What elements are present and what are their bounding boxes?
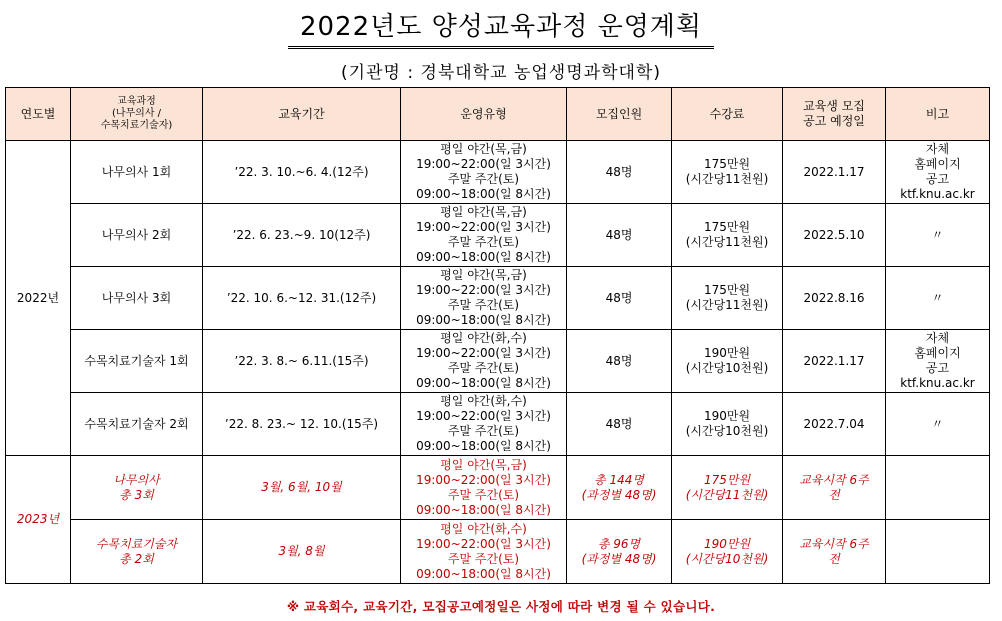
notice-line: 교육시작 6주 xyxy=(799,472,869,487)
type-line: 평일 야간(목,금) xyxy=(440,268,527,282)
count-cell: 48명 xyxy=(567,330,672,393)
fee-line: (시간당11천원) xyxy=(685,298,769,312)
notice-cell: 2022.8.16 xyxy=(783,267,886,330)
count-cell: 48명 xyxy=(567,204,672,267)
fee-line: (시간당11천원) xyxy=(685,172,769,186)
schedule-table xyxy=(5,87,990,584)
count-line: 총 96명 xyxy=(597,536,641,551)
count-cell xyxy=(567,456,672,520)
type-line: 19:00~22:00(일 3시간) xyxy=(416,283,551,297)
header-fee: 수강료 xyxy=(672,88,783,141)
period-cell: ’22. 10. 6.~12. 31.(12주) xyxy=(203,267,401,330)
table-row xyxy=(6,520,990,584)
count-line: (과정별 48명) xyxy=(581,551,657,566)
remark-cell xyxy=(886,393,990,456)
fee-line: (시간당11천원) xyxy=(685,487,769,502)
type-line: 평일 야간(화,수) xyxy=(440,331,527,345)
fee-line: 175만원 xyxy=(703,283,751,297)
page-subtitle: (기관명 : 경북대학교 농업생명과학대학) xyxy=(341,63,661,83)
remark-line: 홈페이지 xyxy=(914,346,961,360)
header-remark: 비고 xyxy=(886,88,990,141)
remark-line: 자체 xyxy=(925,142,950,156)
type-line: 19:00~22:00(일 3시간) xyxy=(416,536,551,551)
type-line: 09:00~18:00(일 8시간) xyxy=(416,187,551,201)
remark-cell xyxy=(886,267,990,330)
type-line: 09:00~18:00(일 8시간) xyxy=(416,502,551,517)
fee-line: 175만원 xyxy=(703,472,751,487)
table-body xyxy=(6,141,990,584)
type-cell xyxy=(401,456,567,520)
course-cell: 나무의사 2회 xyxy=(71,204,203,267)
type-line: 평일 야간(목,금) xyxy=(440,142,527,156)
fee-line: (시간당10천원) xyxy=(685,551,769,566)
fee-line: 190만원 xyxy=(703,346,751,360)
period-cell: ’22. 3. 10.~6. 4.(12주) xyxy=(203,141,401,204)
type-line: 주말 주간(토) xyxy=(447,172,520,186)
page-title-wrap xyxy=(0,6,1002,49)
remark-cell xyxy=(886,204,990,267)
course-line: 나무의사 xyxy=(113,472,160,487)
remark-cell xyxy=(886,456,990,520)
type-cell xyxy=(401,520,567,584)
remark-line: 홈페이지 xyxy=(914,157,961,171)
type-cell xyxy=(401,330,567,393)
type-line: 19:00~22:00(일 3시간) xyxy=(416,157,551,171)
fee-cell xyxy=(672,520,783,584)
table-row xyxy=(6,141,990,204)
type-line: 주말 주간(토) xyxy=(447,487,520,502)
remark-cell xyxy=(886,330,990,393)
period-cell: ’22. 6. 23.~9. 10(12주) xyxy=(203,204,401,267)
type-line: 19:00~22:00(일 3시간) xyxy=(416,409,551,423)
remark-cell xyxy=(886,520,990,584)
fee-cell xyxy=(672,141,783,204)
count-line: 총 144명 xyxy=(594,472,644,487)
header-course-line: 수목치료기술자) xyxy=(100,120,173,131)
fee-cell xyxy=(672,456,783,520)
type-line: 19:00~22:00(일 3시간) xyxy=(416,346,551,360)
fee-line: 190만원 xyxy=(703,536,751,551)
table-row xyxy=(6,330,990,393)
header-row xyxy=(6,88,990,141)
fee-line: (시간당10천원) xyxy=(685,424,769,438)
page-title: 2022년도 양성교육과정 운영계획 xyxy=(288,6,714,49)
type-line: 주말 주간(토) xyxy=(447,551,520,566)
type-line: 09:00~18:00(일 8시간) xyxy=(416,313,551,327)
type-line: 주말 주간(토) xyxy=(447,361,520,375)
fee-line: (시간당11천원) xyxy=(685,235,769,249)
remark-line: 〃 xyxy=(931,290,944,305)
period-cell: 3월, 6월, 10월 xyxy=(203,456,401,520)
type-cell xyxy=(401,141,567,204)
type-line: 19:00~22:00(일 3시간) xyxy=(416,472,551,487)
type-line: 평일 야간(화,수) xyxy=(440,394,527,408)
count-cell: 48명 xyxy=(567,393,672,456)
period-cell: 3월, 8월 xyxy=(203,520,401,584)
remark-line: 〃 xyxy=(931,227,944,242)
course-line: 수목치료기술자 xyxy=(95,536,178,551)
type-line: 평일 야간(목,금) xyxy=(440,457,527,472)
notice-line: 전 xyxy=(828,487,840,502)
table-row xyxy=(6,456,990,520)
fee-cell xyxy=(672,267,783,330)
count-cell: 48명 xyxy=(567,267,672,330)
period-cell: ’22. 8. 23.~ 12. 10.(15주) xyxy=(203,393,401,456)
header-course-line: 교육과정 xyxy=(117,96,156,107)
type-line: 주말 주간(토) xyxy=(447,298,520,312)
course-cell xyxy=(71,456,203,520)
course-cell: 수목치료기술자 1회 xyxy=(71,330,203,393)
notice-cell: 2022.7.04 xyxy=(783,393,886,456)
notice-cell: 2022.1.17 xyxy=(783,141,886,204)
header-count: 모집인원 xyxy=(567,88,672,141)
table-row xyxy=(6,267,990,330)
course-cell xyxy=(71,520,203,584)
type-cell xyxy=(401,267,567,330)
remark-line: 공고 xyxy=(925,172,950,186)
header-type: 운영유형 xyxy=(401,88,567,141)
notice-cell: 2022.5.10 xyxy=(783,204,886,267)
count-cell: 48명 xyxy=(567,141,672,204)
type-line: 주말 주간(토) xyxy=(447,424,520,438)
course-line: 총 3회 xyxy=(119,487,154,502)
table-row xyxy=(6,393,990,456)
fee-cell xyxy=(672,330,783,393)
year-cell: 2022년 xyxy=(6,141,71,456)
remark-line: 자체 xyxy=(925,331,950,345)
fee-line: 175만원 xyxy=(703,157,751,171)
year-cell: 2023년 xyxy=(6,456,71,584)
header-notice-line: 공고 예정일 xyxy=(803,114,865,128)
type-line: 09:00~18:00(일 8시간) xyxy=(416,566,551,581)
remark-line: ktf.knu.ac.kr xyxy=(900,376,975,390)
type-line: 주말 주간(토) xyxy=(447,235,520,249)
type-line: 09:00~18:00(일 8시간) xyxy=(416,376,551,390)
count-line: (과정별 48명) xyxy=(581,487,657,502)
remark-line: 〃 xyxy=(931,416,944,431)
header-course-line: (나무의사 / xyxy=(111,108,162,119)
header-period: 교육기간 xyxy=(203,88,401,141)
notice-line: 전 xyxy=(828,551,840,566)
fee-cell xyxy=(672,204,783,267)
fee-line: 190만원 xyxy=(703,409,751,423)
type-line: 09:00~18:00(일 8시간) xyxy=(416,439,551,453)
table-row xyxy=(6,204,990,267)
remark-line: ktf.knu.ac.kr xyxy=(900,187,975,201)
remark-cell xyxy=(886,141,990,204)
fee-cell xyxy=(672,393,783,456)
type-line: 09:00~18:00(일 8시간) xyxy=(416,250,551,264)
header-notice xyxy=(783,88,886,141)
header-year: 연도별 xyxy=(6,88,71,141)
period-cell: ’22. 3. 8.~ 6.11.(15주) xyxy=(203,330,401,393)
course-line: 총 2회 xyxy=(119,551,154,566)
course-cell: 나무의사 1회 xyxy=(71,141,203,204)
fee-line: (시간당10천원) xyxy=(685,361,769,375)
fee-line: 175만원 xyxy=(703,220,751,234)
type-line: 평일 야간(화,수) xyxy=(440,521,527,536)
type-cell xyxy=(401,204,567,267)
remark-line: 공고 xyxy=(925,361,950,375)
type-line: 평일 야간(목,금) xyxy=(440,205,527,219)
notice-line: 교육시작 6주 xyxy=(799,536,869,551)
course-cell: 나무의사 3회 xyxy=(71,267,203,330)
count-cell xyxy=(567,520,672,584)
footnote: ※ 교육회수, 교육기간, 모집공고예정일은 사정에 따라 변경 될 수 있습니다. xyxy=(286,599,716,614)
course-cell: 수목치료기술자 2회 xyxy=(71,393,203,456)
notice-cell: 2022.1.17 xyxy=(783,330,886,393)
type-line: 19:00~22:00(일 3시간) xyxy=(416,220,551,234)
notice-cell xyxy=(783,520,886,584)
type-cell xyxy=(401,393,567,456)
header-notice-line: 교육생 모집 xyxy=(803,99,865,113)
header-course xyxy=(71,88,203,141)
notice-cell xyxy=(783,456,886,520)
